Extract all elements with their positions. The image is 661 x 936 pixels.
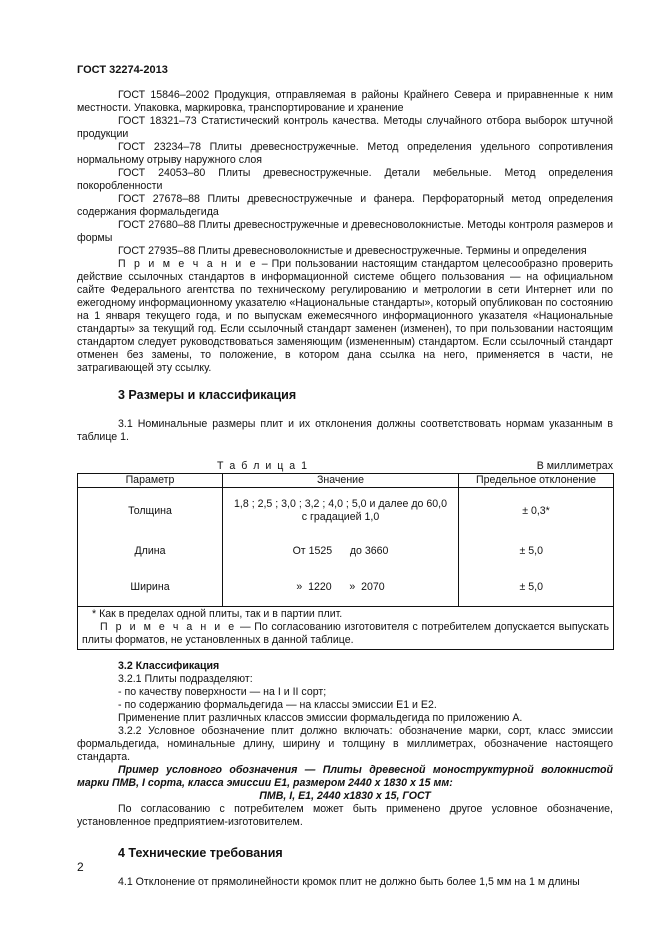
note-label: П р и м е ч а н и е	[118, 258, 258, 270]
ref-item: ГОСТ 27678–88 Плиты древесностружечные и фанера. Перфораторный метод определения содержания формальдегида	[77, 193, 613, 218]
note-label: П р и м е ч а н и е	[100, 621, 237, 633]
ref-item: ГОСТ 15846–2002 Продукция, отправляемая в районы Крайнего Севера и приравненные к ним местности. Упаковка, маркировка, транспортирование и хранение	[77, 89, 613, 114]
note-text: — По согласованию изготовителя с потребителем допускается выпускать плиты форматов, не установленных в данной таблице.	[82, 621, 609, 646]
paragraph-application: Применение плит различных классов эмиссии формальдегида по приложению А.	[118, 712, 523, 724]
table-cell-param: Толщина	[78, 488, 223, 535]
ref-item: ГОСТ 18321–73 Статистический контроль качества. Методы случайного отбора выборок штучной продукции	[77, 115, 613, 140]
designation-example: Пример условного обозначения — Плиты древесной моноструктурной волокнистой марки ПМВ, I сорта, класса эмиссии Е1, размером 2440 х 1830 х 15 мм:	[77, 764, 613, 789]
paragraph-4-1: 4.1 Отклонение от прямолинейности кромок плит не должно быть более 1,5 мм на 1 м длины	[118, 876, 580, 888]
table-header-cell: Параметр	[78, 474, 223, 488]
designation-code: ПМВ, I, Е1, 2440 х1830 х 15, ГОСТ	[259, 790, 431, 802]
table-cell-value: От 1525 до 3660	[223, 534, 459, 568]
table-cell-value: » 1220 » 2070	[223, 568, 459, 607]
page-number: 2	[77, 860, 84, 874]
table-footnotes	[78, 607, 614, 650]
table-cell-value: 1,8 ; 2,5 ; 3,0 ; 3,2 ; 4,0 ; 5,0 и далее до 60,0 с градацией 1,0	[223, 488, 459, 535]
ref-item: ГОСТ 27935–88 Плиты древесноволокнистые и древесностружечные. Термины и определения	[118, 245, 587, 257]
list-item: - по качеству поверхности — на I и II сорт;	[118, 686, 327, 698]
classification-title: 3.2 Классификация	[118, 660, 220, 672]
table-cell-deviation: ± 5,0	[459, 534, 614, 568]
table-footnote-row	[78, 607, 614, 650]
list-item: - по содержанию формальдегида — на классы эмиссии Е1 и Е2.	[118, 699, 437, 711]
table-units: В миллиметрах	[536, 460, 613, 472]
table-caption-row	[77, 460, 613, 473]
section-4-title: 4 Технические требования	[118, 846, 283, 860]
section-3-title: 3 Размеры и классификация	[118, 388, 297, 402]
table-header-cell: Значение	[223, 474, 459, 488]
ref-item: ГОСТ 27680–88 Плиты древесностружечные и древесноволокнистые. Методы контроля размеров и формы	[77, 219, 613, 244]
table-footnote: * Как в пределах одной плиты, так и в партии плит.	[92, 608, 343, 620]
document-header: ГОСТ 32274-2013	[77, 64, 168, 76]
paragraph-agreement: По согласованию с потребителем может быть применено другое условное обозначение, установленное предприятием-изготовителем.	[77, 803, 613, 828]
ref-item: ГОСТ 24053–80 Плиты древесностружечные. Детали мебельные. Метод определения покоробленности	[77, 167, 613, 192]
table-cell-param: Ширина	[78, 568, 223, 607]
ref-item: ГОСТ 23234–78 Плиты древесностружечные. Метод определения удельного сопротивления нормальному отрыву наружного слоя	[77, 141, 613, 166]
table-header-row	[78, 474, 614, 488]
table-caption: Т а б л и ц а 1	[217, 460, 309, 472]
note-text: – При пользовании настоящим стандартом целесообразно проверить действие ссылочных стандартов в информационной системе общего пользования — на официальном сайте Федерального агентства по техническому регулированию и метрологии в сети Интернет или по ежегодному информационному указателю «Национальные стандарты», который опубликован по состоянию на 1 января текущего года, и по выпускам ежемесячного информационного указателя «Национальные стандарты» за текущий год. Если ссылочный стандарт заменен (изменен), то при пользовании настоящим стандартом следует руководствоваться заменяющим (измененным) стандартом. Если ссылочный стандарт отменен без замены, то положение, в котором дана ссылка на него, применяется в части, не затрагивающей эту ссылку.	[77, 258, 613, 374]
table-row	[78, 488, 614, 535]
table-header-cell: Предельное отклонение	[459, 474, 614, 488]
references-note	[77, 258, 613, 375]
paragraph-3-2-2: 3.2.2 Условное обозначение плит должно включать: обозначение марки, сорт, класс эмиссии формальдегида, номинальные длину, ширину и толщину в миллиметрах, обозначение настоящего стандарта.	[77, 725, 613, 763]
dimensions-table	[77, 473, 614, 650]
table-row	[78, 534, 614, 568]
page-content	[77, 89, 613, 889]
table-cell-deviation: ± 5,0	[459, 568, 614, 607]
paragraph-3-2-1: 3.2.1 Плиты подразделяют:	[118, 673, 253, 685]
table-cell-deviation: ± 0,3*	[459, 488, 614, 535]
table-note	[82, 621, 609, 647]
paragraph-3-1: 3.1 Номинальные размеры плит и их отклонения должны соответствовать нормам указанным в таблице 1.	[77, 418, 613, 443]
table-row	[78, 568, 614, 607]
table-cell-param: Длина	[78, 534, 223, 568]
